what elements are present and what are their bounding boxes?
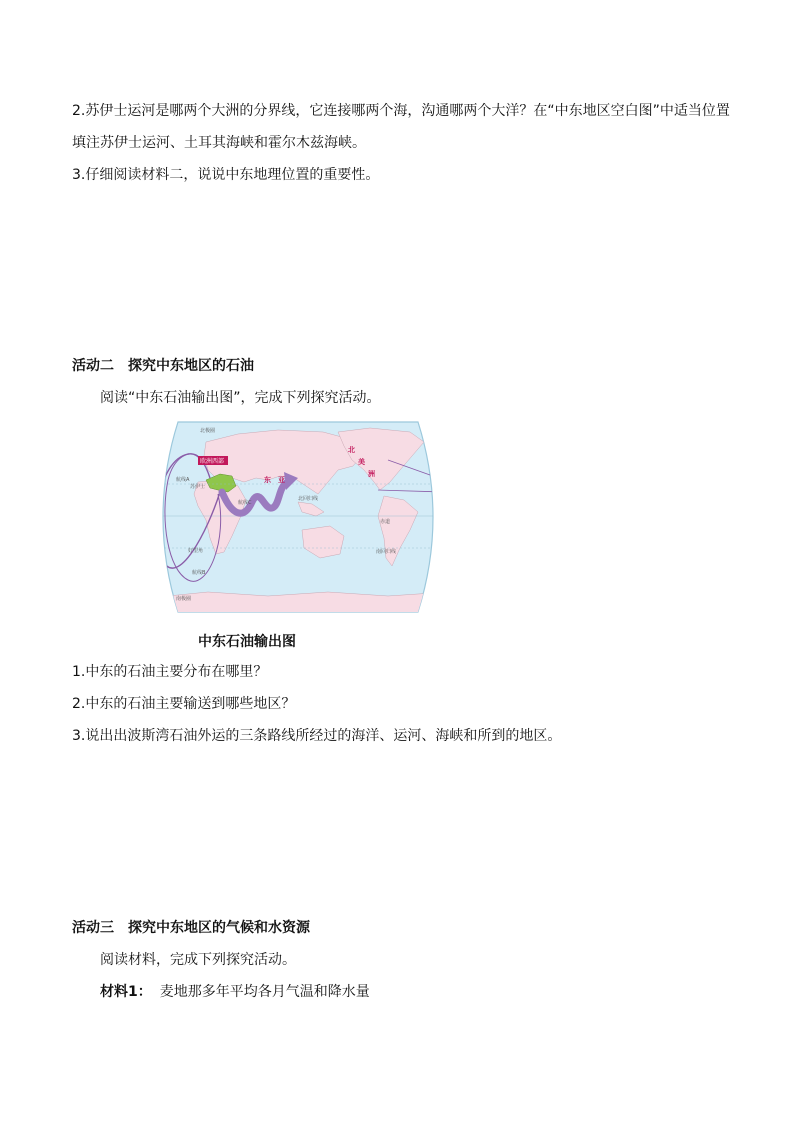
equator-label: 赤道 <box>380 519 391 525</box>
world-map-svg <box>148 420 448 614</box>
suez-label: 苏伊士 <box>190 484 206 490</box>
antarctic-circle-label: 南极圈 <box>176 596 192 602</box>
east-asia-label-1: 东 <box>264 476 271 484</box>
north-america-label-3: 洲 <box>368 470 375 478</box>
question-2-line-2: 填注苏伊士运河、土耳其海峡和霍尔木兹海峡。 <box>72 135 366 151</box>
activity-2-question-3: 3.说出出波斯湾石油外运的三条路线所经过的海洋、运河、海峡和所到的地区。 <box>72 728 562 744</box>
antarctica-land <box>148 592 448 614</box>
activity-2-question-2: 2.中东的石油主要输送到哪些地区？ <box>72 696 296 712</box>
route-c-label: 航线C <box>238 500 252 506</box>
route-a-label: 航线A <box>176 477 190 483</box>
europe-label: 欧洲西部 <box>200 458 225 465</box>
activity-3-heading: 活动三 探究中东地区的气候和水资源 <box>72 920 310 936</box>
question-3: 3.仔细阅读材料二，说说中东地理位置的重要性。 <box>72 167 380 183</box>
activity-3-intro: 阅读材料，完成下列探究活动。 <box>100 952 296 968</box>
activity-2-question-1: 1.中东的石油主要分布在哪里？ <box>72 664 268 680</box>
arctic-circle-label: 北极圈 <box>200 428 216 434</box>
tropic-of-cancer-label: 北回归线 <box>298 496 319 502</box>
material-1-label: 材料1： <box>100 984 152 1000</box>
route-b-label: 航线B <box>192 570 206 576</box>
tropic-of-capricorn-label: 南回归线 <box>376 549 397 555</box>
north-america-label-2: 美 <box>358 458 365 466</box>
map-caption: 中东石油输出图 <box>198 634 296 650</box>
material-1-text: 麦地那多年平均各月气温和降水量 <box>159 984 370 1000</box>
cape-label: 好望角 <box>188 548 204 554</box>
oil-export-map <box>148 420 448 614</box>
north-america-label-1: 北 <box>348 446 355 454</box>
east-asia-label-2: 亚 <box>278 476 285 484</box>
activity-2-heading: 活动二 探究中东地区的石油 <box>72 358 254 374</box>
activity-2-intro: 阅读“中东石油输出图”，完成下列探究活动。 <box>100 390 381 406</box>
question-2-line-1: 2.苏伊士运河是哪两个大洲的分界线，它连接哪两个海，沟通哪两个大洋？在“中东地区空白图”中适当位置 <box>72 103 730 119</box>
material-1-line <box>100 982 370 1002</box>
